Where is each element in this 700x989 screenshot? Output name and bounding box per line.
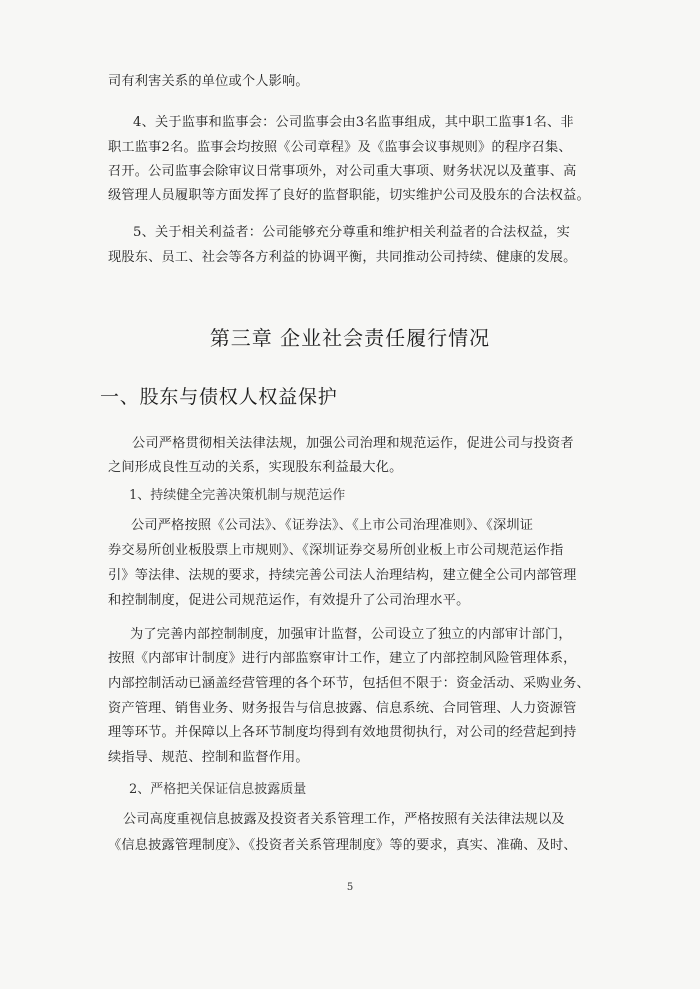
- sub1-para2-line-1: 为了完善内部控制制度，加强审计监督，公司设立了独立的内部审计部门，: [130, 627, 572, 642]
- sub2-para1-line-2: 《信息披露管理制度》、《投资者关系管理制度》等的要求，真实、准确、及时、: [108, 838, 577, 853]
- item5-line-2: 现股东、员工、社会等各方利益的协调平衡，共同推动公司持续、健康的发展。: [108, 250, 577, 265]
- item4-line-2: 职工监事2名。监事会均按照《公司章程》及《监事会议事规则》的程序召集、: [108, 140, 572, 155]
- section-title: 一、股东与债权人权益保护: [100, 386, 338, 408]
- sub1-para2-line-2: 按照《内部审计制度》进行内部监察审计工作，建立了内部控制风险管理体系，: [108, 651, 577, 666]
- page-number: 5: [346, 882, 354, 893]
- sub2-para1-line-1: 公司高度重视信息披露及投资者关系管理工作，严格按照有关法律法规以及: [123, 812, 565, 827]
- sub1-para1-line-1: 公司严格按照《公司法》、《证券法》、《上市公司治理准则》、《深圳证: [131, 518, 534, 533]
- sub1-para2-line-5: 理等环节。并保障以上各环节制度均得到有效地贯彻执行，对公司的经营起到持: [108, 725, 577, 740]
- chapter-title: 第三章 企业社会责任履行情况: [209, 326, 491, 350]
- sub1-para2-line-3: 内部控制活动已涵盖经营管理的各个环节，包括但不限于：资金活动、采购业务、: [108, 676, 590, 691]
- item4-line-3: 召开。公司监事会除审议日常事项外，对公司重大事项、财务状况以及董事、高: [108, 164, 577, 179]
- subheading-1: 1、持续健全完善决策机制与规范运作: [129, 488, 346, 503]
- intro-line-2: 之间形成良性互动的关系，实现股东利益最大化。: [108, 460, 403, 475]
- sub1-para1-line-2: 券交易所创业板股票上市规则》、《深圳证券交易所创业板上市公司规范运作指: [108, 543, 564, 558]
- sub1-para2-line-6: 续指导、规范、控制和监督作用。: [108, 750, 309, 765]
- paragraph-continuation: 司有利害关系的单位或个人影响。: [108, 74, 309, 89]
- sub1-para1-line-4: 和控制制度，促进公司规范运作，有效提升了公司治理水平。: [108, 593, 470, 608]
- sub1-para2-line-4: 资产管理、销售业务、财务报告与信息披露、信息系统、合同管理、人力资源管: [108, 701, 577, 716]
- sub1-para1-line-3: 引》等法律、法规的要求，持续完善公司法人治理结构，建立健全公司内部管理: [108, 568, 577, 583]
- item5-line-1: 5、关于相关利益者：公司能够充分尊重和维护相关利益者的合法权益，实: [133, 225, 570, 240]
- item4-line-4: 级管理人员履职等方面发挥了良好的监督职能，切实维护公司及股东的合法权益。: [108, 188, 590, 203]
- intro-line-1: 公司严格贯彻相关法律法规，加强公司治理和规范运作，促进公司与投资者: [132, 436, 574, 451]
- subheading-2: 2、严格把关保证信息披露质量: [129, 782, 307, 797]
- item4-line-1: 4、关于监事和监事会：公司监事会由3名监事组成，其中职工监事1名、非: [133, 115, 574, 130]
